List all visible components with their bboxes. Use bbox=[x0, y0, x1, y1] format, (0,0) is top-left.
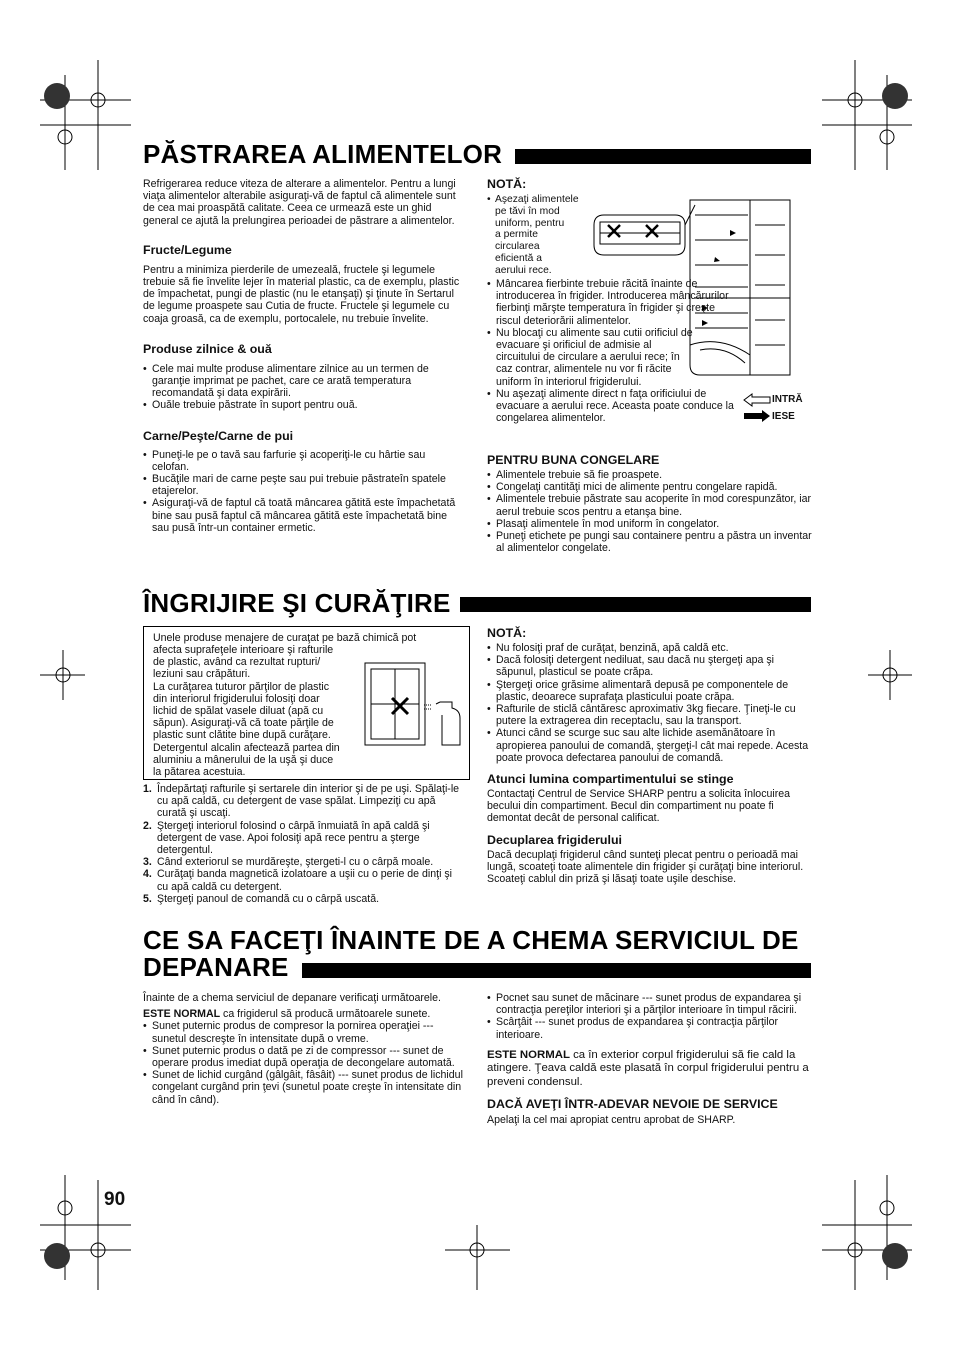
list-item: • Plasaţi alimentele în mod uniform în congelator. bbox=[487, 518, 812, 530]
step-item bbox=[143, 868, 465, 892]
step-number: 5. bbox=[143, 892, 152, 905]
fruits-text: Pentru a minimiza pierderile de umezeală, fructele şi legumele trebuie să fie învelite lejer în material plastic, ca de exemplu, plastic de împachetat, pungi de plastic (nu le etanşaţi) şi ţinute în Sertarul de legume proaspete sau Cutia de fructe. Fructele şi legumele cu coaja groasă, ca de exemplu, portocalele, nu trebuie învelite. bbox=[143, 263, 460, 325]
storage-intro: Refrigerarea reduce viteza de alterare a alimentelor. Pentru a lungi viaţa alimentelor alterabile asiguraţi-vă de faptul că alimentele sunt de cea mai proaspătă calitate. Ceea ce urmează este un ghid general ce ajută la prelungirea perioadei de păstrare a alimentelor. bbox=[143, 178, 456, 227]
list-item: • Sunet puternic produs de compresor la pornirea operaţiei --- sunetul descreşte în intensitate după o vreme. bbox=[143, 1020, 465, 1044]
note-line: circularea bbox=[495, 241, 540, 253]
step-number: 2. bbox=[143, 819, 152, 832]
warning-line: leziuni sau crăpături. bbox=[153, 668, 251, 681]
light-text: Contactaţi Centrul de Service SHARP pentru a solicita înlocuirea becului din compartiment. Becul din compartiment nu poate fi demontat decât de personal calificat. bbox=[487, 788, 791, 825]
service-left-column bbox=[143, 992, 465, 1106]
care-notes bbox=[487, 642, 812, 885]
freeze-list-wrap bbox=[487, 469, 812, 554]
spray-bottle-illustration bbox=[362, 660, 466, 748]
freeze-heading: PENTRU BUNA CONGELARE bbox=[487, 453, 660, 467]
note-line: a permite bbox=[495, 229, 538, 241]
step-text: Ştergeţi interiorul folosind o cârpă înmuiată în apă caldă şi detergent de vase. Apoi folosiţi apă rece pentru a şterge detergentul. bbox=[157, 819, 430, 857]
list-item: • Alimentele trebuie să fie proaspete. bbox=[487, 469, 812, 481]
list-item: • Scârţâit --- sunet produs de expandarea şi contracţia părţilor interioare. bbox=[487, 1016, 812, 1040]
warning-line: La curăţarea tuturor părţilor de plastic bbox=[153, 680, 330, 693]
note-list bbox=[487, 278, 737, 424]
step-item bbox=[143, 856, 465, 868]
list-item: • Sunet de lichid curgând (gâlgâit, fâsâit) --- sunet produs de lichidul congelant curgând prin ţevi (sunetul poate creşte în intensitate din când în când). bbox=[143, 1069, 465, 1106]
warning-text bbox=[153, 644, 365, 778]
normal-text: ca frigiderul să producă următoarele sunete. bbox=[220, 1008, 431, 1021]
list-item: • Pocnet sau sunet de măcinare --- sunet produs de expandarea şi contracţia pereţilor interiori şi a părţilor interioare în timpul răcirii. bbox=[487, 992, 812, 1016]
list-item: • Alimentele trebuie păstrate sau acoperite în mod corespunzător, iar aerul trebuie scos pentru a etanşa bine. bbox=[487, 493, 812, 517]
list-item: • Nu folosiţi praf de curăţat, benzină, apă caldă etc. bbox=[487, 642, 812, 654]
warning-line: lichid de spălat vasele diluat (apă cu bbox=[153, 705, 324, 718]
steps-list bbox=[143, 783, 465, 905]
list-item: • Atunci când se scurge suc sau alte lichide asemănătoare în apropierea panoului de comandă, ştergeţi-l cât mai repede. Acesta poate provoca defectarea panoului de comandă. bbox=[487, 727, 812, 764]
list-item: • Mâncarea fierbinte trebuie răcită înainte de introducerea în frigider. Introducerea mâncărurilor fierbinţi mărşte temperatura în frigider şi creşte riscul deteriorării alimentelor. bbox=[487, 278, 737, 327]
unplug-heading: Decuplarea frigiderului bbox=[487, 832, 622, 847]
step-text: Ştergeţi panoul de comandă cu o cârpă uscată. bbox=[157, 892, 380, 905]
normal2-sentence bbox=[487, 1049, 812, 1090]
title-bar bbox=[302, 963, 811, 978]
care-note-list bbox=[487, 642, 812, 764]
warning-line: aluminiu a mânerului de la uşă şi duce bbox=[153, 753, 334, 766]
unplug-text: Dacă decuplaţi frigiderul când sunteţi plecat pentru o perioadă mai lungă, scoateţi toate alimentele din frigider şi curăţaţi bine interiorul. Scoateţi cablul din priză şi lăsaţi toate uşile deschise. bbox=[487, 848, 804, 886]
service-heading: DACĂ AVEŢI ÎNTR-ADEVAR NEVOIE DE SERVICE bbox=[487, 1097, 778, 1112]
light-heading: Atunci lumina compartimentului se stinge bbox=[487, 772, 734, 787]
title-bar bbox=[515, 149, 811, 164]
step-number: 1. bbox=[143, 783, 152, 795]
freeze-list bbox=[487, 469, 812, 554]
normal-sentence bbox=[143, 1008, 465, 1020]
care-note-heading: NOTĂ: bbox=[487, 626, 527, 640]
service-text: Apelaţi la cel mai apropiat centru aprobat de SHARP. bbox=[487, 1114, 736, 1127]
service-intro: Înainte de a chema serviciul de depanare verificaţi următoarele. bbox=[143, 992, 441, 1004]
list-item: • Asiguraţi-vă de faptul că toată mâncarea gătită este împachetată bine sau pusă faptul că mâncarea gătită este împachetată bine sau pusă într-un container ermetic. bbox=[143, 497, 465, 534]
meat-list bbox=[143, 449, 465, 534]
sounds-list-left bbox=[143, 1020, 465, 1105]
step-item bbox=[143, 783, 465, 820]
step-text: Curăţaţi banda magnetică izolatoare a uşii cu o perie de dinţi şi cu apă caldă cu detergent. bbox=[157, 868, 453, 893]
warning-line: Detergentul alcalin afectează partea din bbox=[153, 741, 340, 754]
storage-notes-list bbox=[487, 278, 737, 424]
dairy-list bbox=[143, 363, 465, 412]
warning-line: plastic sunt clătite bine după curăţare. bbox=[153, 729, 331, 742]
dairy-heading: Produse zilnice & ouă bbox=[143, 341, 272, 356]
list-item: • Sunet puternic produs o dată pe zi de compressor --- sunet de operare produs imediat după operaţia de decongelare automată. bbox=[143, 1045, 465, 1069]
warning-line: săpun). Asiguraţi-vă că toate părţile de bbox=[153, 717, 334, 730]
cleaning-steps bbox=[143, 783, 465, 905]
step-item bbox=[143, 820, 465, 857]
section-title-storage: PĂSTRAREA ALIMENTELOR bbox=[143, 139, 503, 169]
note-first-item: • Aşezaţi alimentele pe tăvi în mod uniform, pentru a permite circularea eficientă a aerului rece. bbox=[487, 194, 599, 277]
list-item: • Congelaţi cantităţi mici de alimente pentru congelare rapidă. bbox=[487, 481, 812, 493]
page-number: 90 bbox=[104, 1189, 126, 1210]
note-line: eficientă a bbox=[495, 252, 542, 264]
warning-top-line: Unele produse menajere de curaţat pe bază chimică pot bbox=[153, 632, 417, 644]
step-item bbox=[143, 893, 465, 905]
normal-label: ESTE NORMAL bbox=[143, 1008, 221, 1021]
step-number: 3. bbox=[143, 856, 152, 869]
list-item: • Puneţi-le pe o tavă sau farfurie şi acoperiţi-le cu hârtie sau celofan. bbox=[143, 449, 465, 473]
normal2-label: ESTE NORMAL bbox=[487, 1048, 570, 1061]
normal2-text: ca în exterior corpul frigiderului să fie cald la atingere. Ţeava caldă este plasată în corpul frigiderului pentru a preveni condensul. bbox=[487, 1048, 809, 1088]
section-title-care: ÎNGRIJIRE ŞI CURĂŢIRE bbox=[143, 588, 451, 618]
warning-line: afecta suprafeţele interioare şi rafturile bbox=[153, 644, 334, 656]
list-item: • Dacă folosiţi detergent nediluat, sau dacă nu ştergeţi apa şi săpunul, plasticul se poate crăpa. bbox=[487, 654, 812, 678]
note-line: Aşezaţi alimentele bbox=[495, 194, 579, 205]
legend-out-label: IESE bbox=[772, 411, 795, 422]
airflow-legend-arrows bbox=[742, 393, 772, 423]
note-line: pe tăvi în mod bbox=[495, 205, 560, 217]
list-item: • Rafturile de sticlă cântăresc aproximativ 3kg fiecare. Ţineţi-le cu putere la extragerea din receptaclu, sau la transport. bbox=[487, 703, 812, 727]
service-right-column bbox=[487, 992, 812, 1127]
list-item: • Cele mai multe produse alimentare zilnice au un termen de garanţie imprimat pe pachet, care ce arată temperatura recomandată şi data expirării. bbox=[143, 363, 465, 400]
list-item: • Ouăle trebuie păstrate în suport pentru ouă. bbox=[143, 399, 465, 411]
step-number: 4. bbox=[143, 868, 152, 881]
warning-line: de plastic, având ca rezultat rupturi/ bbox=[153, 656, 321, 669]
list-item: • Puneţi etichete pe pungi sau containere pentru a păstra un inventar al alimentelor congelate. bbox=[487, 530, 812, 554]
warning-line: la pătarea acestuia. bbox=[153, 766, 246, 779]
title-line: CE SA FACEŢI ÎNAINTE DE A CHEMA SERVICIUL DE bbox=[143, 925, 799, 955]
title-bar bbox=[460, 597, 811, 612]
note-line: aerului rece. bbox=[495, 264, 552, 276]
storage-note-heading: NOTĂ: bbox=[487, 177, 527, 191]
sounds-list-right bbox=[487, 992, 812, 1041]
meat-heading: Carne/Peşte/Carne de pui bbox=[143, 428, 294, 443]
step-text: Când exteriorul se murdăreşte, ştergeti-l cu o cârpă moale. bbox=[157, 856, 434, 869]
step-text: Îndepărtaţi rafturile şi sertarele din interior şi de pe uşi. Spălaţi-le cu apă caldă, cu detergent de vase spălat. Limpeziţi cu apă curată şi uscaţi. bbox=[157, 783, 460, 820]
list-item: • Nu blocaţi cu alimente sau cutii orificiul de evacuare şi orificiul de admisie al circuitului de circulare a aerului rece; în caz contrar, alimentele nu vor fi răcite uniform în interiorul frigiderului. bbox=[487, 327, 696, 388]
legend-in-label: INTRĂ bbox=[772, 394, 803, 405]
note-line: uniform, pentru bbox=[495, 217, 565, 229]
list-item: • Ştergeţi orice grăsime alimentară depusă pe componentele de plastic, deoarece suprafaţa plasticului poate crăpa. bbox=[487, 679, 812, 703]
title-line: DEPANARE bbox=[143, 952, 289, 982]
warning-line: din interiorul frigiderului folosiţi doar bbox=[153, 692, 320, 705]
list-item: • Nu aşezaţi alimente direct n faţa orificiului de evacuare a aerului rece. Aceasta poate conduce la congelarea alimentelor. bbox=[487, 388, 737, 425]
list-item: • Bucăţile mari de carne peşte sau pui trebuie păstrateîn spatele etajerelor. bbox=[143, 473, 465, 497]
fruits-heading: Fructe/Legume bbox=[143, 242, 232, 257]
left-column-storage bbox=[143, 178, 465, 534]
